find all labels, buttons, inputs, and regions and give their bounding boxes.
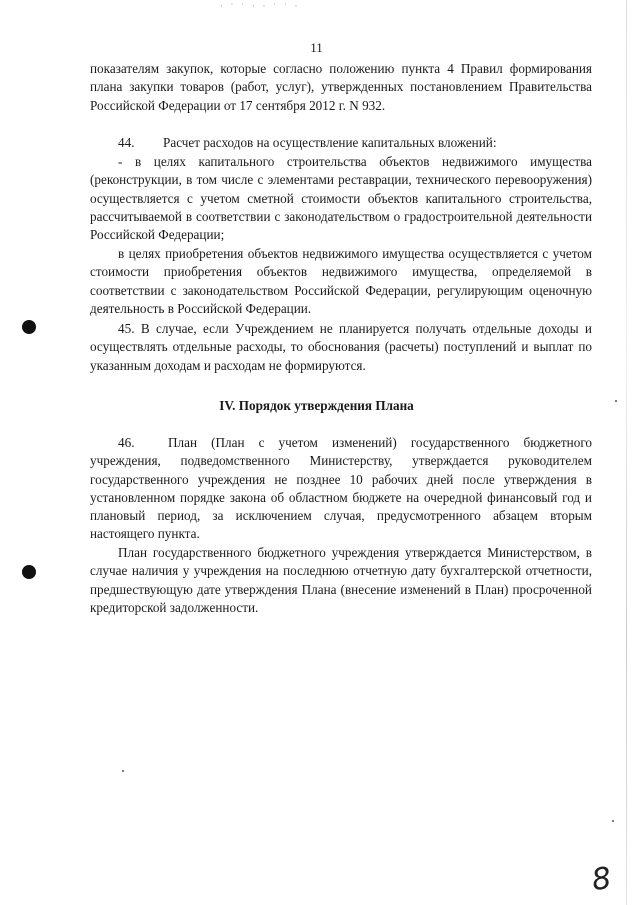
paragraph-44-title: Расчет расходов на осуществление капитальных вложений: — [163, 135, 497, 150]
paragraph-46: План (План с учетом изменений) государственного бюджетного учреждения, подведомственного Министерству, утверждается руководителем государственного учреждения не позднее 10 рабочих дней после утверждения в установленном порядке закона об областном бюджете на очередной финансовый год и плановый период, за исключением случая, предусмотренного абзацем вторым настоящего пункта. — [90, 435, 592, 542]
handwritten-page-mark: 8 — [589, 860, 614, 899]
scan-speck — [615, 400, 617, 402]
punch-hole-top — [22, 320, 36, 334]
paragraph-44-number: 44. — [118, 135, 135, 150]
page-edge-shadow — [626, 0, 627, 905]
punch-hole-bottom — [22, 565, 36, 579]
paragraph-44-item-b: в целях приобретения объектов недвижимого имущества осуществляется с учетом стоимости приобретения объектов недвижимого имущества, определяемой в соответствии с законодательством Российской Федерации, регулирующим оценочную деятельность в Российской Федерации. — [90, 246, 592, 316]
paragraph-45: 45. В случае, если Учреждением не планируется получать отдельные доходы и осуществлять отдельные расходы, то обоснования (расчеты) поступлений и выплат по указанным доходам и расходам не формируются. — [90, 321, 592, 373]
paragraph-44-item-a: - в целях капитального строительства объектов недвижимого имущества (реконструкции, в том числе с элементами реставрации, технического перевооружения) осуществляется с учетом сметной стоимости объектов капитального строительства, рассчитываемой в соответствии с законодательством о градостроительной деятельности Российской Федерации; — [90, 154, 592, 243]
scan-artifact: · ˙ ˙ · · ˙ ˙ · — [220, 2, 301, 11]
section-heading: IV. Порядок утверждения Плана — [219, 398, 414, 413]
paragraph-46-second: План государственного бюджетного учреждения утверждается Министерством, в случае наличия у учреждения на последнюю отчетную дату бухгалтерской отчетности, предшествующую дате утверждения Плана (внесение изменений в План) просроченной кредиторской задолженности. — [90, 545, 592, 615]
paragraph-46-number: 46. — [118, 435, 135, 450]
scan-speck — [122, 770, 124, 772]
paragraph-continuation: показателям закупок, которые согласно положению пункта 4 Правил формирования плана закупки товаров (работ, услуг), утвержденных постановлением Правительства Российской Федерации от 17 сентября 2012 г. N 932. — [90, 61, 592, 113]
scan-speck — [612, 820, 614, 822]
page-number: 11 — [310, 40, 323, 55]
